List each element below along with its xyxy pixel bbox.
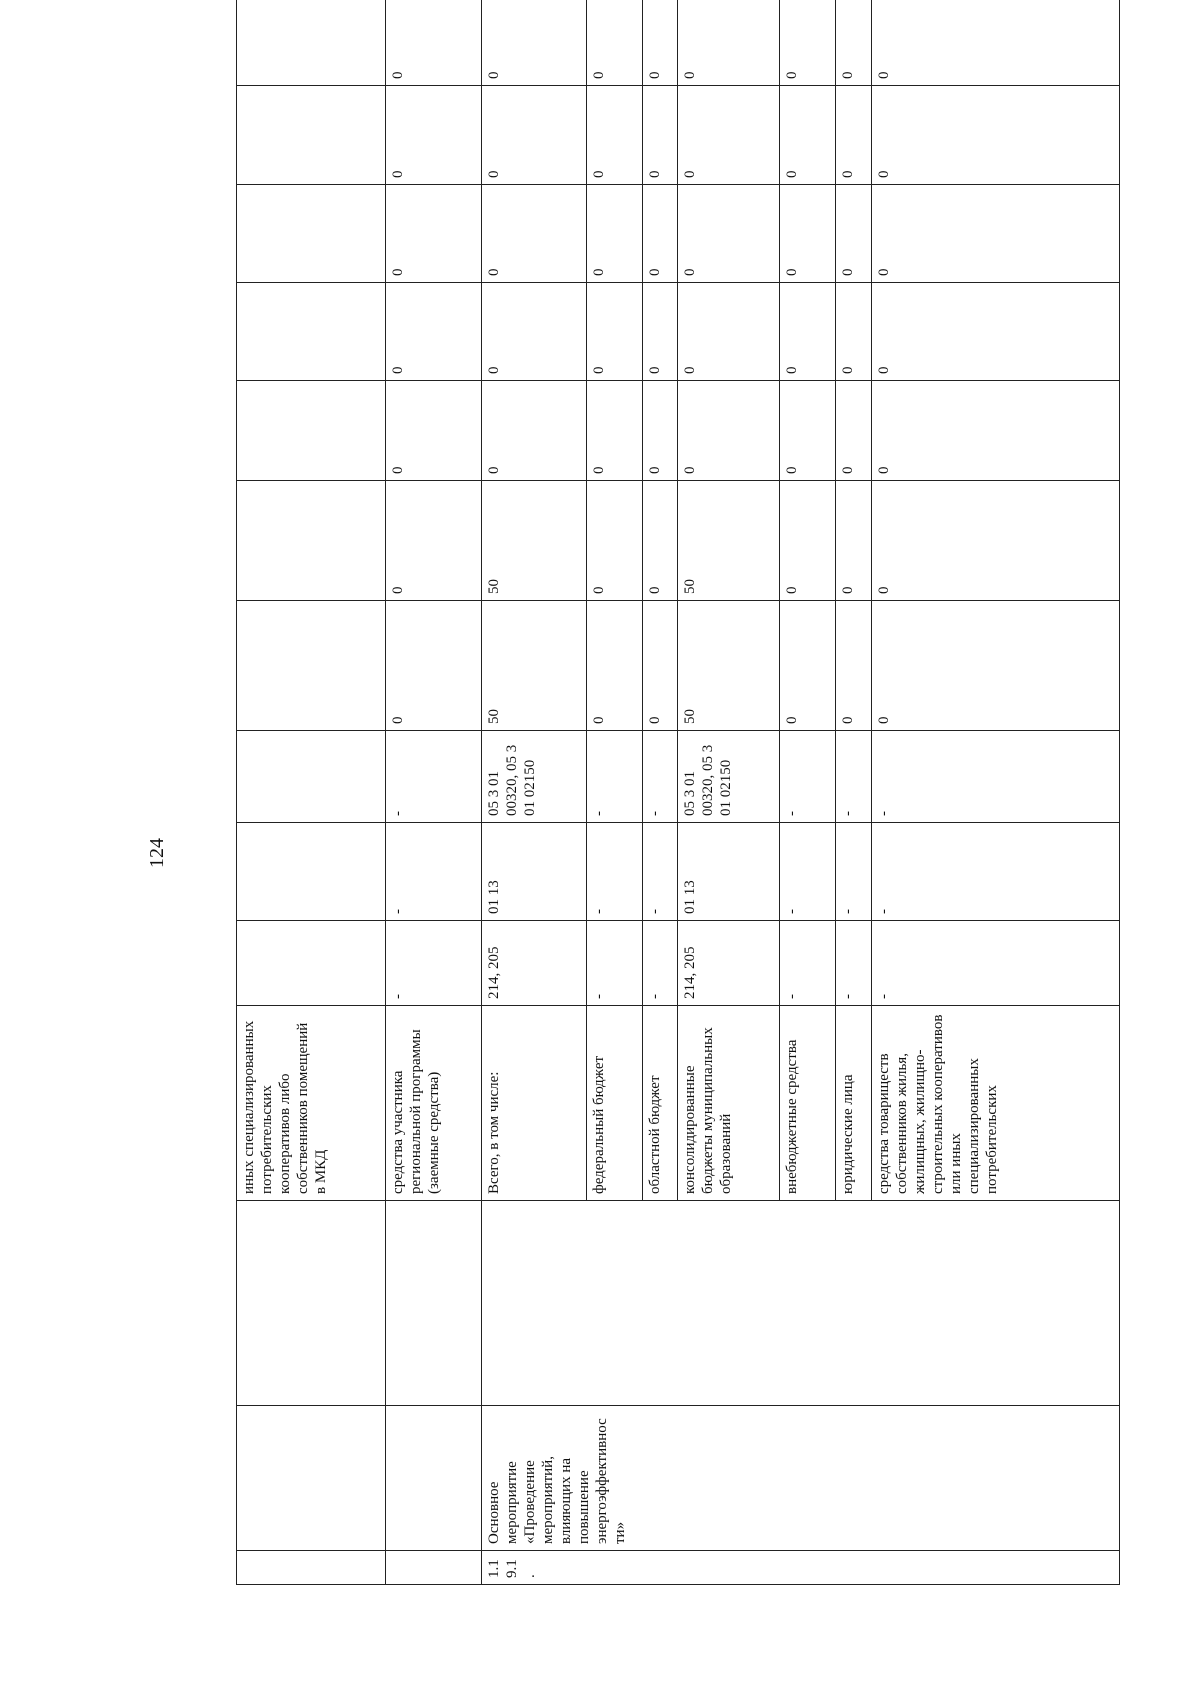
cell-num xyxy=(237,1551,386,1585)
cell-rz-pr: - xyxy=(586,823,642,921)
cell-rz-pr: - xyxy=(780,823,836,921)
cell-csr: - xyxy=(836,731,872,823)
cell-executor xyxy=(237,1201,386,1406)
cell-grbs xyxy=(237,921,386,1006)
cell-value: 0 xyxy=(642,283,678,381)
cell-rz-pr: - xyxy=(871,823,1119,921)
table-row-continuation xyxy=(237,0,386,1585)
cell-value: 0 xyxy=(871,601,1119,731)
cell-csr: - xyxy=(871,731,1119,823)
cell-value: 0 xyxy=(586,283,642,381)
cell-value: 0 xyxy=(678,86,780,185)
cell-value: 0 xyxy=(871,283,1119,381)
cell-source: внебюджетные средства xyxy=(780,1006,836,1201)
cell-grbs: 214, 205 xyxy=(482,921,587,1006)
cell-value: 0 xyxy=(836,381,872,481)
table-row-total xyxy=(482,0,587,1585)
cell-value: 0 xyxy=(586,381,642,481)
cell-value: 0 xyxy=(780,185,836,283)
cell-value: 0 xyxy=(642,0,678,86)
cell-value: 0 xyxy=(871,481,1119,601)
cell-grbs: - xyxy=(642,921,678,1006)
cell-rz-pr: 01 13 xyxy=(482,823,587,921)
cell-value: 0 xyxy=(586,86,642,185)
cell-value: 0 xyxy=(678,381,780,481)
cell-grbs: - xyxy=(836,921,872,1006)
cell-value: 0 xyxy=(385,601,482,731)
cell-csr: - xyxy=(642,731,678,823)
cell-value: 0 xyxy=(482,0,587,86)
cell-value: 0 xyxy=(871,86,1119,185)
cell-value: 0 xyxy=(385,0,482,86)
cell-value xyxy=(237,185,386,283)
cell-name xyxy=(385,1406,482,1551)
cell-executor xyxy=(385,1201,482,1406)
cell-rz-pr: - xyxy=(836,823,872,921)
cell-value xyxy=(237,86,386,185)
page-number-text: 124 xyxy=(146,838,168,868)
cell-value: 0 xyxy=(642,86,678,185)
cell-source: областной бюджет xyxy=(642,1006,678,1201)
cell-value: 0 xyxy=(385,381,482,481)
cell-source: федеральный бюджет xyxy=(586,1006,642,1201)
cell-csr: 05 3 01 00320, 05 3 01 02150 xyxy=(482,731,587,823)
cell-source: средства товариществ собственников жилья, жилищных, жилищно-строительных кооперативов или иных специализированных потребительских xyxy=(871,1006,1119,1201)
cell-value xyxy=(237,601,386,731)
cell-value xyxy=(237,283,386,381)
cell-value: 0 xyxy=(780,0,836,86)
cell-value: 0 xyxy=(871,0,1119,86)
cell-grbs: - xyxy=(871,921,1119,1006)
cell-value: 0 xyxy=(385,86,482,185)
cell-grbs: - xyxy=(780,921,836,1006)
cell-name xyxy=(237,1406,386,1551)
budget-table xyxy=(236,0,1120,1585)
cell-value: 0 xyxy=(678,283,780,381)
cell-num xyxy=(385,1551,482,1585)
cell-csr: - xyxy=(385,731,482,823)
cell-value: 50 xyxy=(678,601,780,731)
cell-grbs: 214, 205 xyxy=(678,921,780,1006)
cell-value: 0 xyxy=(678,0,780,86)
cell-value: 0 xyxy=(586,0,642,86)
cell-value: 0 xyxy=(836,185,872,283)
cell-value: 0 xyxy=(871,381,1119,481)
cell-measure-name: Основное мероприятие «Проведение мероприятий, влияющих на повышение энергоэффективности» xyxy=(482,1406,1120,1551)
cell-value: 0 xyxy=(780,283,836,381)
page-number xyxy=(147,828,177,868)
cell-value: 0 xyxy=(385,185,482,283)
cell-rz-pr xyxy=(237,823,386,921)
cell-csr: 05 3 01 00320, 05 3 01 02150 xyxy=(678,731,780,823)
cell-csr xyxy=(237,731,386,823)
cell-value: 0 xyxy=(836,283,872,381)
table-row-zaemnye xyxy=(385,0,482,1585)
cell-source: Всего, в том числе: xyxy=(482,1006,587,1201)
cell-value: 0 xyxy=(642,601,678,731)
cell-value: 0 xyxy=(836,481,872,601)
cell-value: 0 xyxy=(586,601,642,731)
cell-rz-pr: 01 13 xyxy=(678,823,780,921)
cell-value: 0 xyxy=(642,381,678,481)
cell-value: 0 xyxy=(482,381,587,481)
cell-value xyxy=(237,481,386,601)
cell-value: 0 xyxy=(780,381,836,481)
cell-value: 50 xyxy=(678,481,780,601)
cell-grbs: - xyxy=(385,921,482,1006)
cell-value: 0 xyxy=(780,86,836,185)
cell-value: 0 xyxy=(586,185,642,283)
cell-measure-executor xyxy=(482,1201,1120,1406)
cell-value: 0 xyxy=(642,185,678,283)
cell-rz-pr: - xyxy=(385,823,482,921)
cell-value: 0 xyxy=(678,185,780,283)
cell-value: 50 xyxy=(482,601,587,731)
budget-table-rotated xyxy=(236,71,1120,1585)
cell-value: 0 xyxy=(871,185,1119,283)
cell-value: 50 xyxy=(482,481,587,601)
cell-value: 0 xyxy=(385,481,482,601)
cell-value: 0 xyxy=(780,481,836,601)
cell-value: 0 xyxy=(482,283,587,381)
cell-source: средства участника региональной программы (заемные средства) xyxy=(385,1006,482,1201)
cell-value xyxy=(237,381,386,481)
cell-grbs: - xyxy=(586,921,642,1006)
cell-source: иных специализированных потребительских кооперативов либо собственников помещений в МКД xyxy=(237,1006,386,1201)
cell-measure-num: 1.19.1. xyxy=(482,1551,1120,1585)
cell-value xyxy=(237,0,386,86)
cell-csr: - xyxy=(780,731,836,823)
cell-value: 0 xyxy=(836,0,872,86)
cell-value: 0 xyxy=(642,481,678,601)
cell-value: 0 xyxy=(586,481,642,601)
cell-rz-pr: - xyxy=(642,823,678,921)
cell-value: 0 xyxy=(836,601,872,731)
cell-source: юридические лица xyxy=(836,1006,872,1201)
cell-value: 0 xyxy=(780,601,836,731)
cell-csr: - xyxy=(586,731,642,823)
cell-value: 0 xyxy=(482,86,587,185)
cell-value: 0 xyxy=(836,86,872,185)
cell-value: 0 xyxy=(482,185,587,283)
cell-source: консолидированные бюджеты муниципальных образований xyxy=(678,1006,780,1201)
cell-value: 0 xyxy=(385,283,482,381)
